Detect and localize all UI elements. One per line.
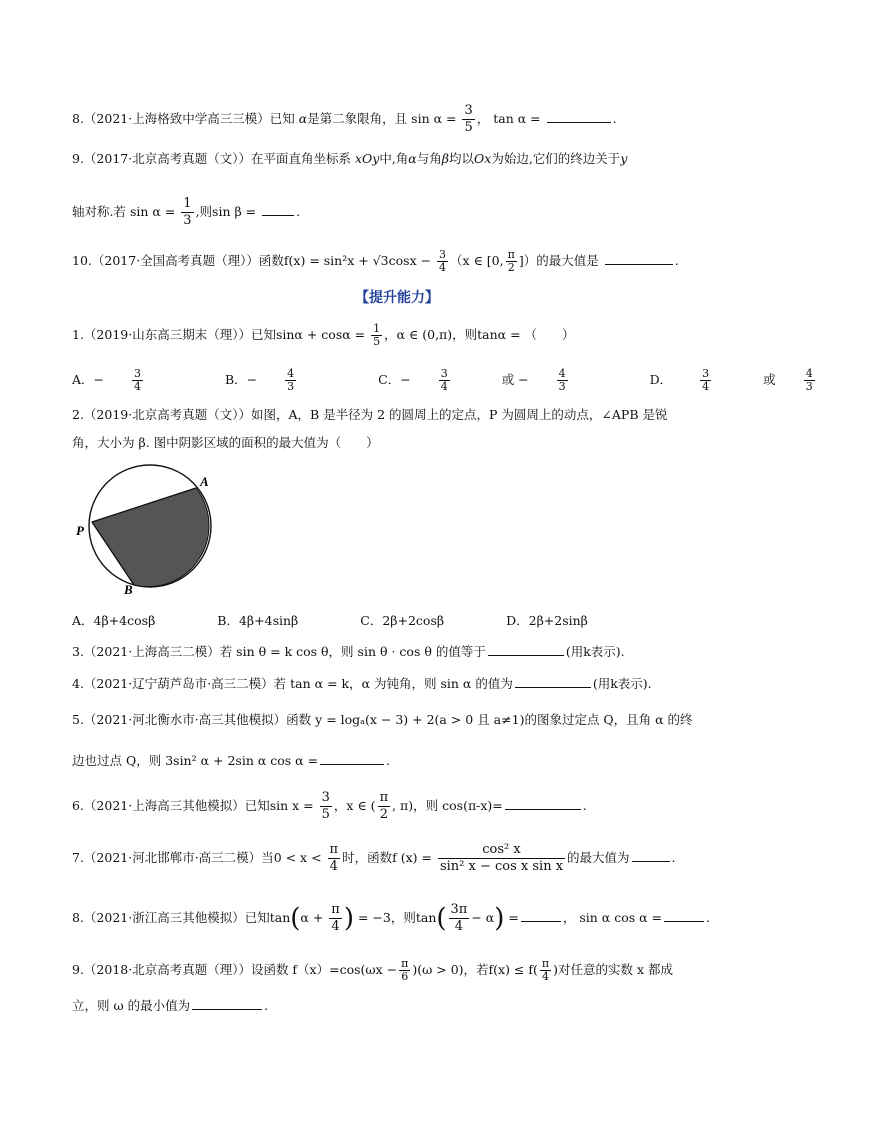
answer-blank[interactable] bbox=[320, 750, 384, 765]
section-heading: 【提升能力】 bbox=[355, 290, 439, 306]
problem-7 bbox=[72, 842, 724, 875]
option-b[interactable]: B．− $\frac{4}{3}$ bbox=[225, 367, 295, 393]
text: )对任意的实数 x 都成 bbox=[553, 962, 673, 977]
text: 10.（2017·全国高考真题（理））函数 bbox=[72, 253, 284, 268]
text: 与角 bbox=[416, 151, 442, 166]
sin-alpha: sin α = bbox=[411, 111, 457, 126]
answer-blank[interactable] bbox=[515, 673, 591, 688]
text: (用k表示). bbox=[592, 676, 652, 691]
text: , π)，则 cos(π-x)= bbox=[392, 798, 503, 813]
text: 6.（2021·上海高三其他模拟）已知 bbox=[72, 798, 270, 813]
answer-blank[interactable] bbox=[605, 250, 673, 265]
option-b[interactable]: B．4β+4sinβ bbox=[217, 613, 299, 628]
label-b: B bbox=[124, 582, 133, 597]
problem-3 bbox=[72, 641, 724, 663]
text: = −3，则 bbox=[357, 910, 416, 925]
text: . bbox=[582, 798, 587, 813]
alpha-symbol: α bbox=[298, 111, 308, 126]
text: . bbox=[386, 753, 391, 768]
text: 立，则 ω 的最小值为 bbox=[72, 998, 191, 1013]
option-d[interactable]: D．2β+2sinβ bbox=[506, 613, 588, 628]
tan-label: tan bbox=[269, 910, 291, 925]
alpha-symbol: α bbox=[408, 151, 417, 166]
text: . bbox=[264, 998, 269, 1013]
y-symbol: y bbox=[620, 151, 628, 166]
text: 9.（2017·北京高考真题（文））在平面直角坐标系 bbox=[72, 151, 351, 166]
text: 9.（2018·北京高考真题（理））设函数 f（x）=cos(ωx − bbox=[72, 962, 398, 977]
tan-part: tan α = bbox=[493, 111, 541, 126]
label-a: A bbox=[200, 474, 209, 489]
option-a[interactable]: A．4β+4cosβ bbox=[72, 613, 156, 628]
fraction-3pi-4: $\frac{3\pi}{4}$ bbox=[450, 902, 468, 934]
problem-8: 8.（2021·浙江高三其他模拟）已知tan(α + $\frac{\pi}{4}$ ) = −3，则tan( $\frac{3\pi}{4}$ − α) = ， sin α cos α = . bbox=[72, 902, 711, 934]
problem-8-top bbox=[72, 103, 724, 136]
text: ，α ∈ (0,π)，则tanα = （ ） bbox=[384, 327, 575, 342]
sincos-expr: sin α cos α = bbox=[579, 910, 663, 925]
coord-symbol: xOy bbox=[354, 151, 380, 166]
text: ]）的最大值是 bbox=[518, 253, 599, 268]
function-fraction: $\frac{\text{cos² x}}{\text{sin² x − cos x sin x}}$ bbox=[439, 842, 564, 874]
answer-blank[interactable] bbox=[505, 795, 581, 810]
sin-expr: sin x = bbox=[269, 798, 314, 813]
fraction-1-5: $\frac{1}{5}$ bbox=[373, 322, 381, 348]
option-a[interactable]: A．− $\frac{3}{4}$ bbox=[72, 367, 142, 393]
answer-blank[interactable] bbox=[632, 847, 670, 862]
text: 轴对称.若 bbox=[72, 204, 126, 219]
text: 4.（2021·辽宁葫芦岛市·高三二模）若 tan α = k，α 为钝角，则 sin α 的值为 bbox=[72, 676, 513, 691]
ox-symbol: Ox bbox=[474, 151, 492, 166]
text: 8.（2021·浙江高三其他模拟）已知 bbox=[72, 910, 270, 925]
text: = bbox=[508, 910, 519, 925]
fraction-pi-4: $\frac{\pi}{4}$ bbox=[331, 902, 340, 934]
text: 是第二象限角，且 bbox=[307, 111, 408, 126]
function-name: f (x) = bbox=[392, 850, 432, 865]
tan-label: tan bbox=[415, 910, 437, 925]
problem-4 bbox=[72, 673, 724, 695]
text: 1.（2019·山东高三期末（理））已知sinα + cosα = bbox=[72, 327, 370, 342]
text: . bbox=[296, 204, 301, 219]
problem-1 bbox=[72, 323, 724, 348]
problem-5-line1: 5.（2021·河北衡水市·高三其他模拟）函数 y = logₐ(x − 3) + 2(a > 0 且 a≠1)的图象过定点 Q，且角 α 的终 bbox=[72, 712, 693, 727]
text: )(ω > 0)，若f(x) ≤ f( bbox=[412, 962, 538, 977]
domain-expr: （x ∈ [0, bbox=[450, 253, 504, 268]
text: ， bbox=[562, 910, 576, 925]
problem-2-line2: 角，大小为 β. 图中阴影区域的面积的最大值为（ ） bbox=[72, 435, 379, 450]
answer-blank[interactable] bbox=[547, 108, 611, 123]
text: ,则 bbox=[195, 204, 213, 219]
problem-9-line1 bbox=[72, 958, 724, 983]
fraction-pi-4: $\frac{\pi}{4}$ bbox=[329, 842, 339, 874]
text: ， bbox=[476, 111, 490, 126]
text: . bbox=[612, 111, 617, 126]
problem-5-line2 bbox=[72, 750, 724, 772]
text: 边也过点 Q，则 3sin² α + 2sin α cos α = bbox=[72, 753, 319, 768]
arg: − α bbox=[471, 910, 495, 925]
answer-blank[interactable] bbox=[521, 907, 561, 922]
text: (用k表示). bbox=[565, 644, 625, 659]
text: 7.（2021·河北邯郸市·高三二模）当 bbox=[72, 850, 274, 865]
fraction-3-5: $\frac{3}{5}$ bbox=[464, 103, 473, 135]
fraction-pi-2: $\frac{\pi}{2}$ bbox=[507, 248, 515, 274]
text: ，x ∈ ( bbox=[333, 798, 376, 813]
beta-symbol: β bbox=[441, 151, 449, 166]
text: . bbox=[706, 910, 711, 925]
text: . bbox=[671, 850, 676, 865]
problem-6 bbox=[72, 790, 724, 823]
option-c[interactable]: C．2β+2cosβ bbox=[360, 613, 445, 628]
text: 时，函数 bbox=[342, 850, 393, 865]
text: 中,角 bbox=[379, 151, 409, 166]
problem-1-options bbox=[72, 368, 893, 393]
problem-9-top-line1 bbox=[72, 148, 724, 170]
option-c[interactable]: C．− $\frac{3}{4}$ 或 − $\frac{4}{3}$ bbox=[378, 367, 566, 393]
option-d[interactable]: D． $\frac{3}{4}$ 或 $\frac{4}{3}$ bbox=[649, 367, 813, 393]
text: 8.（2021·上海格致中学高三三模）已知 bbox=[72, 111, 295, 126]
fraction-3-4: $\frac{3}{4}$ bbox=[439, 248, 447, 274]
answer-blank[interactable] bbox=[488, 641, 564, 656]
problem-9-top-line2 bbox=[72, 196, 724, 229]
answer-blank[interactable] bbox=[664, 907, 704, 922]
problem-10-top bbox=[72, 249, 724, 274]
text: 均以 bbox=[449, 151, 475, 166]
function-expr: f(x) = sin²x + √3cosx − bbox=[283, 253, 436, 268]
condition: 0 < x < bbox=[273, 850, 322, 865]
sin-alpha: sin α = bbox=[129, 204, 176, 219]
circle-figure bbox=[72, 460, 222, 595]
arg: α + bbox=[300, 910, 324, 925]
fraction-1-3: $\frac{1}{3}$ bbox=[183, 196, 192, 228]
label-p: P bbox=[76, 523, 84, 538]
fraction-pi-2: $\frac{\pi}{2}$ bbox=[379, 790, 389, 822]
text: 为始边,它们的终边关于 bbox=[491, 151, 621, 166]
problem-9-line2 bbox=[72, 995, 724, 1017]
problem-2-options bbox=[72, 611, 646, 629]
text: 3.（2021·上海高三二模）若 sin θ = k cos θ，则 sin θ · cos θ 的值等于 bbox=[72, 644, 486, 659]
fraction-3-5: $\frac{3}{5}$ bbox=[321, 790, 330, 822]
answer-blank[interactable] bbox=[192, 995, 262, 1010]
problem-2-line1: 2.（2019·北京高考真题（文））如图，A，B 是半径为 2 的圆周上的定点，P 为圆周上的动点，∠APB 是锐 bbox=[72, 407, 668, 422]
text: 的最大值为 bbox=[567, 850, 630, 865]
text: . bbox=[674, 253, 679, 268]
sin-beta: sin β = bbox=[212, 204, 257, 219]
fraction-pi-6: $\frac{\pi}{6}$ bbox=[401, 957, 409, 983]
answer-blank[interactable] bbox=[262, 201, 294, 216]
fraction-pi-4: $\frac{\pi}{4}$ bbox=[541, 957, 550, 983]
